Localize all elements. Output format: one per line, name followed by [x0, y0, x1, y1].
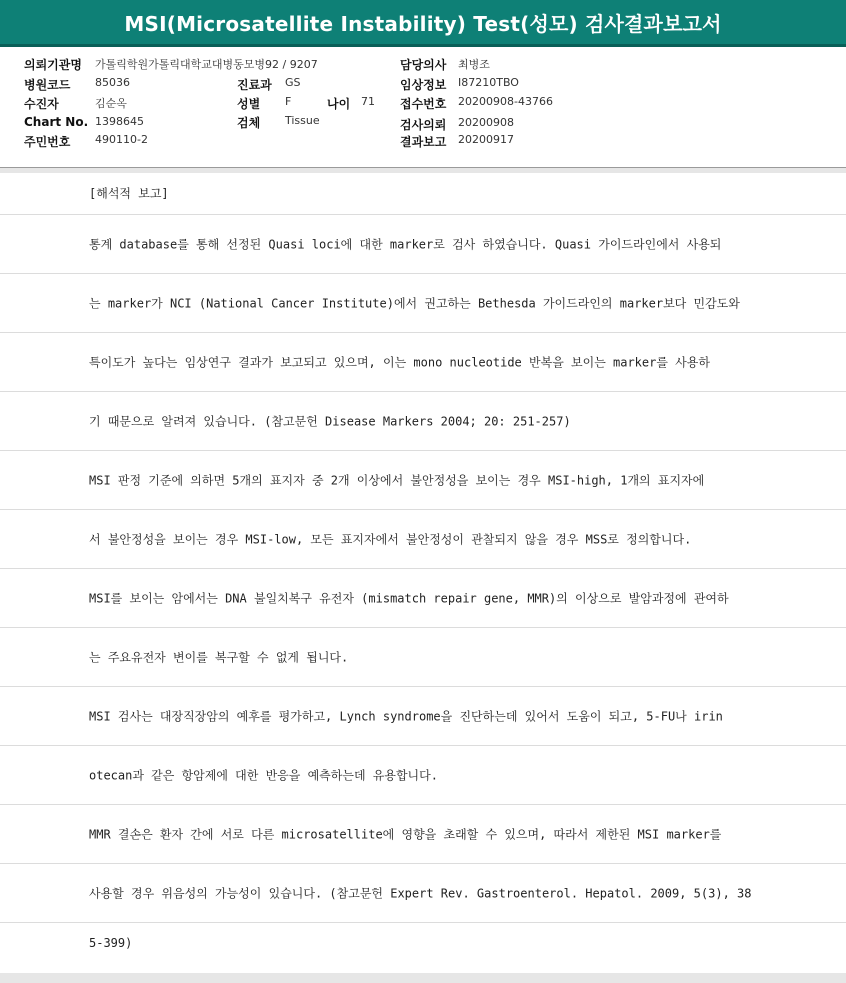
- doctor-value: 최병조: [458, 58, 490, 71]
- requesting-org-value: 가톨릭학원가톨릭대학교대병동모병92 / 9207: [95, 58, 318, 71]
- department-value: GS: [285, 76, 301, 89]
- sex-value: F: [285, 95, 292, 108]
- doctor-label: 담당의사: [400, 58, 447, 72]
- report-line: [0, 215, 846, 274]
- specimen-label: 검체: [237, 116, 261, 130]
- report-line-text: MSI 판정 기준에 의하면 5개의 표지자 중 2개 이상에서 불안정성을 보이는 경우 MSI-high, 1개의 표지자에: [89, 473, 705, 488]
- report-line-text: MMR 결손은 환자 간에 서로 다른 microsatellite에 영향을 초래할 수 있으며, 따라서 제한된 MSI marker를: [89, 827, 722, 842]
- receipt-no-label: 접수번호: [400, 97, 447, 111]
- hospital-code-value: 85036: [95, 76, 130, 89]
- report-line: [0, 746, 846, 805]
- report-line-text: 사용할 경우 위음성의 가능성이 있습니다. (참고문헌 Expert Rev. Gastroenterol. Hepatol. 2009, 5(3), 38: [89, 886, 752, 901]
- report-line: [0, 451, 846, 510]
- interpretive-report: [0, 171, 846, 963]
- report-line: [0, 923, 846, 963]
- receipt-no-value: 20200908-43766: [458, 95, 553, 108]
- report-line: [0, 628, 846, 687]
- report-line: [0, 687, 846, 746]
- report-line: [0, 274, 846, 333]
- report-line-text: otecan과 같은 항암제에 대한 반응을 예측하는데 유용합니다.: [89, 768, 438, 783]
- hospital-code-label: 병원코드: [24, 78, 71, 92]
- report-line-text: 서 불안정성을 보이는 경우 MSI-low, 모든 표지자에서 불안정성이 관찰되지 않을 경우 MSS로 정의합니다.: [89, 532, 692, 547]
- bottom-divider: [0, 973, 846, 983]
- report-line-text: 기 때문으로 알려져 있습니다. (참고문헌 Disease Markers 2004; 20: 251-257): [89, 414, 571, 429]
- report-line-text: 5-399): [89, 936, 133, 950]
- report-line-text: 는 marker가 NCI (National Cancer Institute)에서 권고하는 Bethesda 가이드라인의 marker보다 민감도와: [89, 296, 740, 311]
- report-title: MSI(Microsatellite Instability) Test(성모) 검사결과보고서: [124, 11, 722, 36]
- sex-label: 성별: [237, 97, 261, 111]
- report-line-text: 통계 database를 통해 선정된 Quasi loci에 대한 marker로 검사 하였습니다. Quasi 가이드라인에서 사용되: [89, 237, 722, 252]
- patient-info-header: [0, 47, 846, 168]
- report-line: [0, 805, 846, 864]
- department-label: 진료과: [237, 78, 272, 92]
- resident-no-value: 490110-2: [95, 133, 148, 146]
- chart-no-label: Chart No.: [24, 115, 89, 129]
- age-value: 71: [361, 95, 375, 108]
- report-line: [0, 333, 846, 392]
- report-line-text: MSI를 보이는 암에서는 DNA 불일치복구 유전자 (mismatch repair gene, MMR)의 이상으로 발암과정에 관여하: [89, 591, 729, 606]
- clinical-info-label: 임상정보: [400, 78, 447, 92]
- report-line: [0, 510, 846, 569]
- chart-no-value: 1398645: [95, 115, 144, 128]
- report-title-bar: [0, 0, 846, 47]
- report-line-text: [해석적 보고]: [89, 186, 169, 200]
- report-date-label: 결과보고: [400, 135, 447, 149]
- recipient-value: 김순옥: [95, 97, 127, 110]
- report-line-text: MSI 검사는 대장직장암의 예후를 평가하고, Lynch syndrome을 진단하는데 있어서 도움이 되고, 5-FU나 irin: [89, 709, 723, 724]
- recipient-label: 수진자: [24, 97, 59, 111]
- report-line-text: 특이도가 높다는 임상연구 결과가 보고되고 있으며, 이는 mono nucleotide 반복을 보이는 marker를 사용하: [89, 355, 710, 370]
- specimen-value: Tissue: [285, 114, 320, 127]
- clinical-info-value: I87210TBO: [458, 76, 519, 89]
- report-line: [0, 864, 846, 923]
- report-line: [0, 392, 846, 451]
- requesting-org-label: 의뢰기관명: [24, 58, 82, 72]
- request-date-value: 20200908: [458, 116, 514, 129]
- report-line: [0, 569, 846, 628]
- age-label: 나이: [327, 97, 351, 111]
- request-date-label: 검사의뢰: [400, 118, 447, 132]
- report-date-value: 20200917: [458, 133, 514, 146]
- resident-no-label: 주민번호: [24, 135, 71, 149]
- report-line: [0, 171, 846, 215]
- report-line-text: 는 주요유전자 변이를 복구할 수 없게 됩니다.: [89, 650, 349, 665]
